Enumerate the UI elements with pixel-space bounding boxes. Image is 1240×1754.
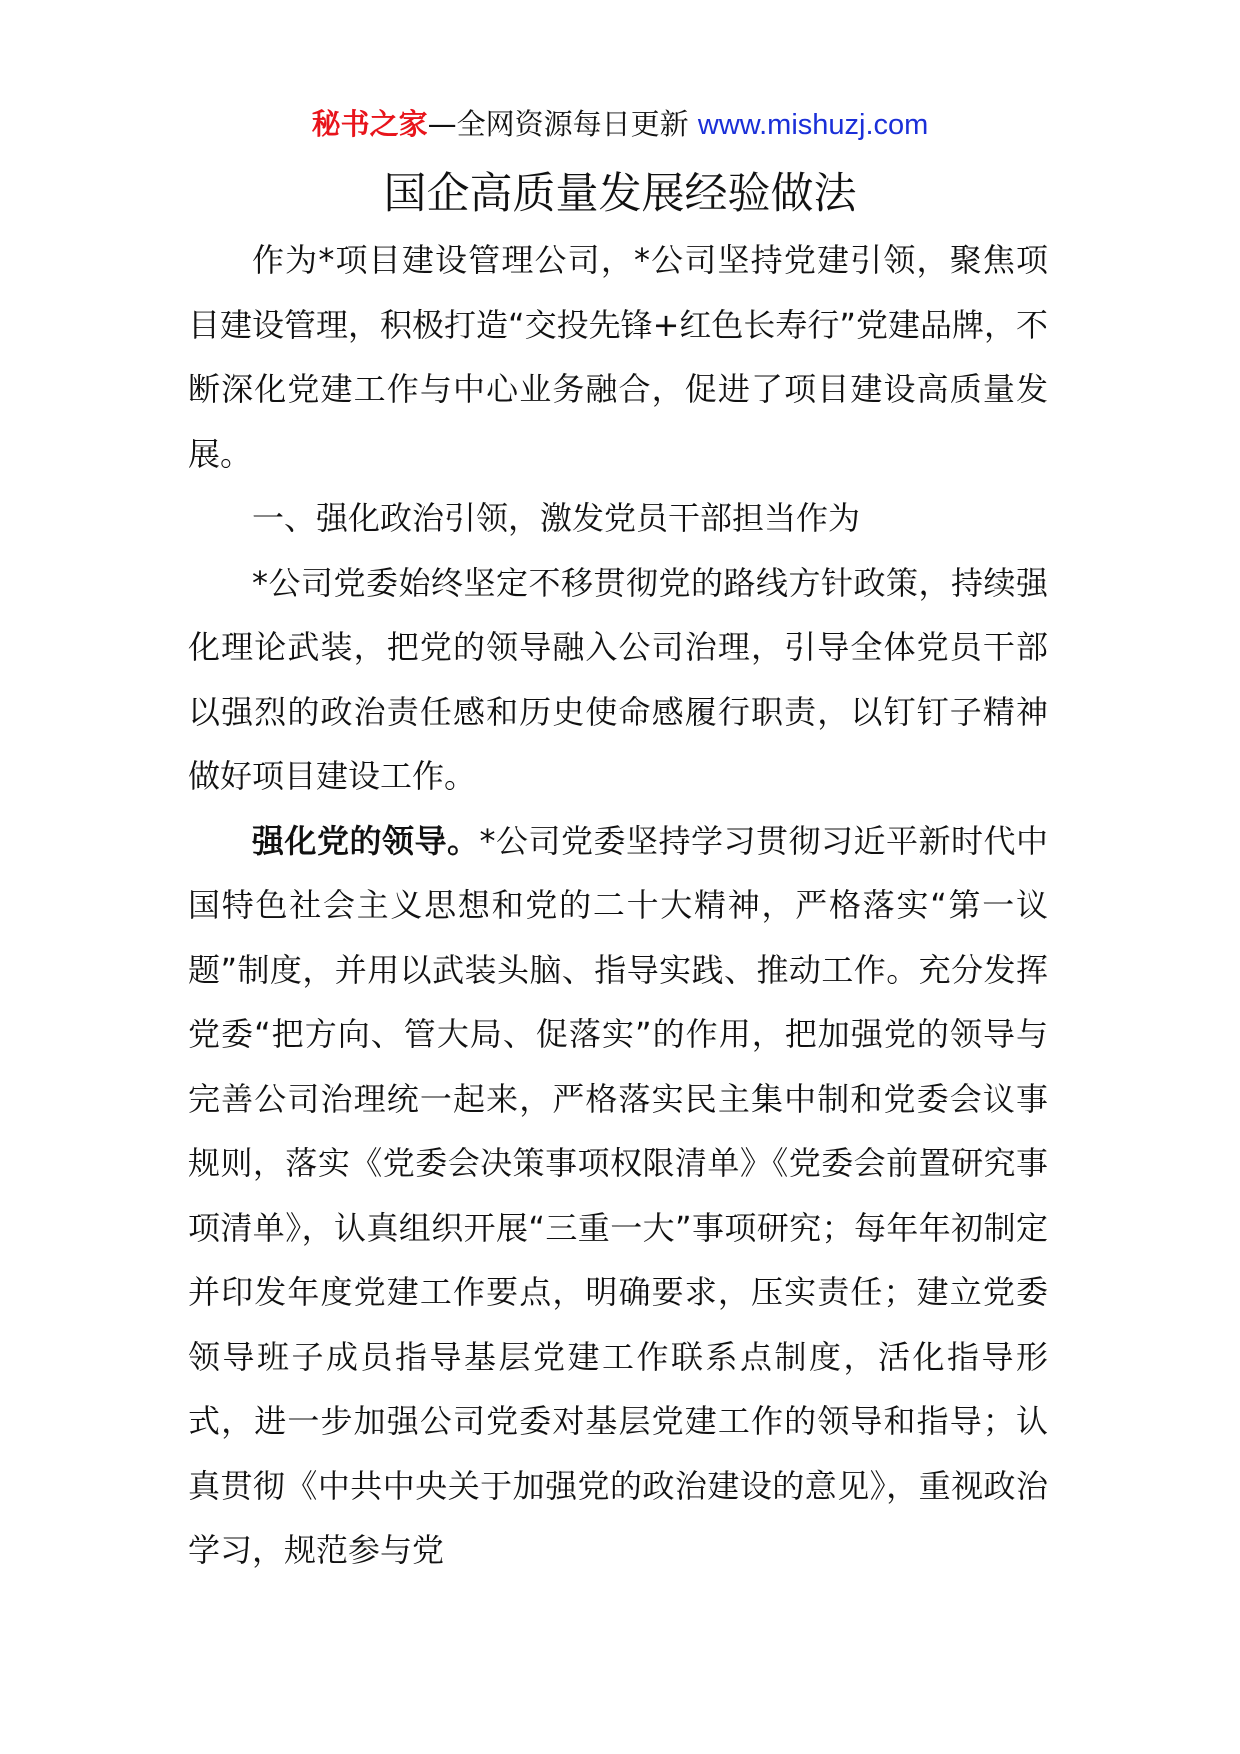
subsection-text: *公司党委坚持学习贯彻习近平新时代中国特色社会主义思想和党的二十大精神，严格落实“第一议题”制度，并用以武装头脑、指导实践、推动工作。充分发挥党委“把方向、管大局、促落实”的作用，把加强党的领导与完善公司治理统一起来，严格落实民主集中制和党委会议事规则，落实《党委会决策事项权限清单》《党委会前置研究事项清单》，认真组织开展“三重一大”事项研究；每年年初制定并印发年度党建工作要点，明确要求，压实责任；建立党委领导班子成员指导基层党建工作联系点制度，活化指导形式，进一步加强公司党委对基层党建工作的领导和指导；认真贯彻《中共中央关于加强党的政治建设的意见》，重视政治学习，规范参与党 [188, 821, 1048, 1569]
site-banner [0, 100, 1240, 149]
site-url-link[interactable]: www.mishuzj.com [697, 109, 929, 141]
section-1-subsection-paragraph [188, 809, 1048, 1583]
site-brand: 秘书之家 [311, 107, 428, 141]
section-1-paragraph: *公司党委始终坚定不移贯彻党的路线方针政策，持续强化理论武装，把党的领导融入公司治理，引导全体党员干部以强烈的政治责任感和历史使命感履行职责，以钉钉子精神做好项目建设工作。 [188, 563, 1048, 795]
section-heading-1: 一、强化政治引领，激发党员干部担当作为 [252, 499, 861, 537]
intro-paragraph: 作为*项目建设管理公司，*公司坚持党建引领，聚焦项目建设管理，积极打造“交投先锋+红色长寿行”党建品牌，不断深化党建工作与中心业务融合，促进了项目建设高质量发展。 [188, 241, 1048, 473]
document-title: 国企高质量发展经验做法 [383, 169, 857, 219]
subsection-lead: 强化党的领导。 [252, 821, 480, 860]
document-body [188, 228, 1048, 1583]
site-tagline: —全网资源每日更新 [427, 107, 698, 141]
